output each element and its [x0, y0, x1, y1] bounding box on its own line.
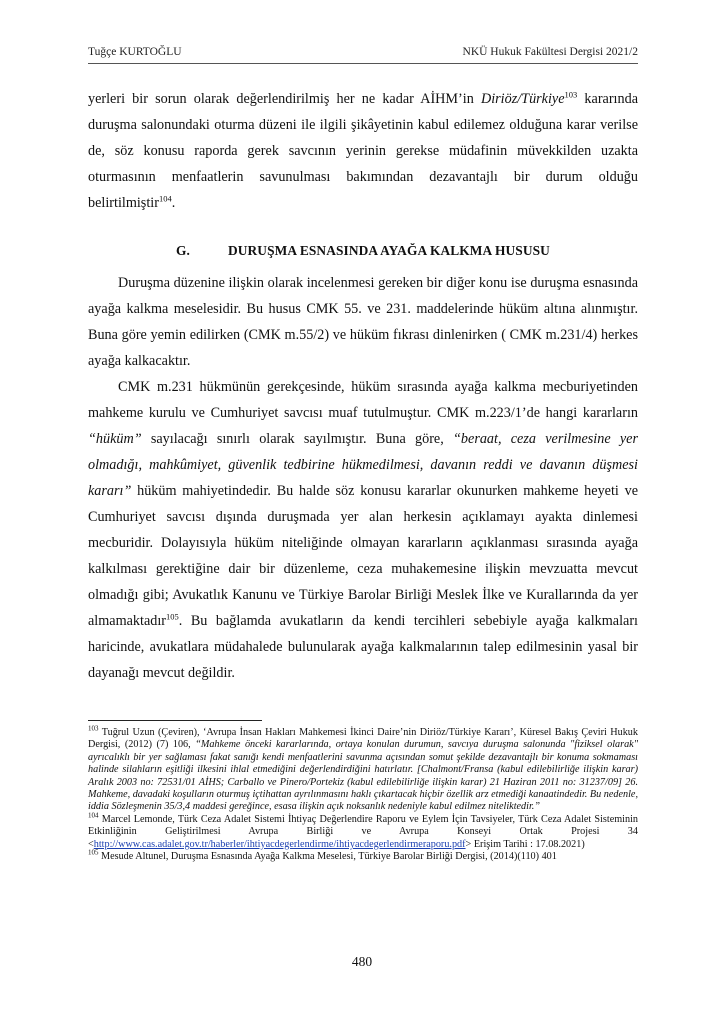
running-header — [88, 46, 638, 58]
p1-case-name: Diriöz/Türkiye — [480, 91, 565, 107]
footnote-link[interactable]: http://www.cas.adalet.gov.tr/haberler/ihtiyacdegerlendirme/ihtiyacdegerlendirmeraporu.pdf — [93, 838, 466, 850]
footnote-text: Mesude Altunel, Duruşma Esnasında Ayağa Kalkma Meselesi, Türkiye Barolar Birliği Dergisi, (2014)(110) 401 — [98, 851, 557, 863]
header-journal: NKÜ Hukuk Fakültesi Dergisi 2021/2 — [462, 46, 638, 58]
p3-quote-2: “beraat, ceza verilmesine yer olmadığı, mahkûmiyet, güvenlik tedbirine hükmedilmesi, davanın reddi ve davanın düşmesi kararı” — [88, 431, 638, 499]
footnote-ref-104[interactable]: 104 — [158, 193, 172, 204]
section-letter: G. — [176, 243, 190, 258]
footnote-text: > Erişim Tarihi : 17.08.2021) — [465, 838, 585, 850]
body-text — [88, 86, 638, 686]
footnote-text: Marcel Lemonde, Türk Ceza Adalet Sistemi İhtiyaç Değerlendire Raporu ve Eylem İçin Tavsiyeler, Türk Ceza Adalet Sisteminin Etkinliğinin Geliştirilmesi Avrupa Birliği ve Avrupa Konseyi Ortak Projesi 34 < — [88, 813, 638, 850]
footnote-105 — [88, 848, 638, 863]
footnote-text: Tuğrul Uzun (Çeviren), ‘Avrupa İnsan Hakları Mahkemesi İkinci Daire’nin Diriöz/Türkiye Kararı’, Küresel Bakış Çeviri Hukuk Dergisi, (2012) (7) 106, — [88, 727, 638, 751]
footnote-number: 103 — [88, 724, 99, 733]
p3-text-2: sayılacağı sınırlı olarak sayılmıştır. Buna göre, — [141, 431, 454, 447]
paragraph-1 — [88, 86, 638, 216]
footnote-104 — [88, 811, 638, 851]
header-author: Tuğçe KURTOĞLU — [88, 46, 182, 58]
p1-text-3: . — [171, 195, 176, 211]
p1-text-2: kararında duruşma salonundaki oturma düzeni ile ilgili şikâyetinin kabul edilemez olduğuna karar verilse de, söz konusu raporda gerek savcının yerinin gerekse müdafinin müvekkilden uzakta oturmasının menfaatlerin savunulması bakımından dezavantajlı bir durum olduğu belirtilmiştir — [88, 91, 638, 211]
section-title: DURUŞMA ESNASINDA AYAĞA KALKMA HUSUSU — [228, 243, 550, 258]
p1-text-1: yerleri bir sorun olarak değerlendirilmiş her ne kadar AİHM’in — [88, 91, 481, 107]
footnote-ref-105[interactable]: 105 — [166, 611, 179, 622]
footnote-rule — [88, 720, 262, 721]
page-number: 480 — [351, 954, 373, 969]
paragraph-3 — [88, 374, 638, 686]
footnote-number: 104 — [88, 811, 99, 820]
p3-text-4: . Bu bağlamda avukatların da kendi tercihleri sebebiyle ayağa kalkmaları haricinde, avukatlara müdahalede bulunularak ayağa kalkmalarının talep edilmesinin yasal bir dayanağı mevcut değildir. — [88, 613, 638, 681]
p3-text-1: CMK m.231 hükmünün gerekçesinde, hüküm sırasında ayağa kalkma mecburiyetinden mahkeme kurulu ve Cumhuriyet savcısı muaf tutulmuştur. CMK m.223/1’de hangi kararların — [88, 379, 638, 421]
footnotes — [88, 724, 638, 863]
footnote-quote: “Mahkeme önceki kararlarında, ortaya konulan durumun, savcıya duruşma salonunda "fiziksel olarak" ayrıcalıklı bir yer sağlaması fakat sanığı kendi menfaatlerini savunma açısından somut şekilde dezavantajlı bir konuma sokmaması halinde silahların eşitliği ilkesini ihlal etmediğini değerlendirdiğini hatırlatır. [Chalmont/Fransa (kabul edilebilirliğe ilişkin karar) Aralık 2003 no: 72531/01 AİHS; Carballo ve Pinero/Portekiz (kabul edilebilirliğe ilişkin karar) 21 Haziran 2011 no: 31237/09] 26. Mahkeme, davadaki koşulların oturmuş içtihattan ayrılınmasını haklı çıkartacak hiçbir özellik arz etmediği kanaatindedir. Bu nedenle, iddia Sözleşmenin 35/3,4 maddesi gereğince, esasa ilişkin açık noksanlık nedeniyle kabul edilmez niteliktedir.” — [88, 739, 638, 813]
section-heading — [88, 238, 638, 264]
footnote-103 — [88, 724, 638, 814]
footnote-ref-103[interactable]: 103 — [564, 89, 578, 100]
footnote-number: 105 — [88, 848, 99, 857]
p3-quote-1: “hüküm” — [88, 431, 142, 447]
paragraph-2: Duruşma düzenine ilişkin olarak incelenmesi gereken bir diğer konu ise duruşma esnasında ayağa kalkma meselesidir. Bu husus CMK 55. ve 231. maddelerinde hüküm altına alınmıştır. Buna göre yemin edilirken (CMK m.55/2) ve hüküm fıkrası dinlenirken ( CMK m.231/4) herkes ayağa kalkacaktır. — [88, 275, 638, 369]
header-rule — [88, 63, 638, 64]
p3-text-3: hüküm mahiyetindedir. Bu halde söz konusu kararlar okunurken mahkeme heyeti ve Cumhuriyet savcısı dışında duruşmada yer alan herkesin açıklamayı ayakta dinlemesi mecburidir. Dolayısıyla hüküm niteliğinde olmayan kararların açıklanması sırasında ayağa kalkılması gerektiğine dair bir düzenleme, ceza muhakemesine ilişkin mevzuatta mevcut olmadığı gibi; Avukatlık Kanunu ve Türkiye Barolar Birliği Meslek İlke ve Kurallarında da yer almamaktadır — [88, 483, 638, 629]
